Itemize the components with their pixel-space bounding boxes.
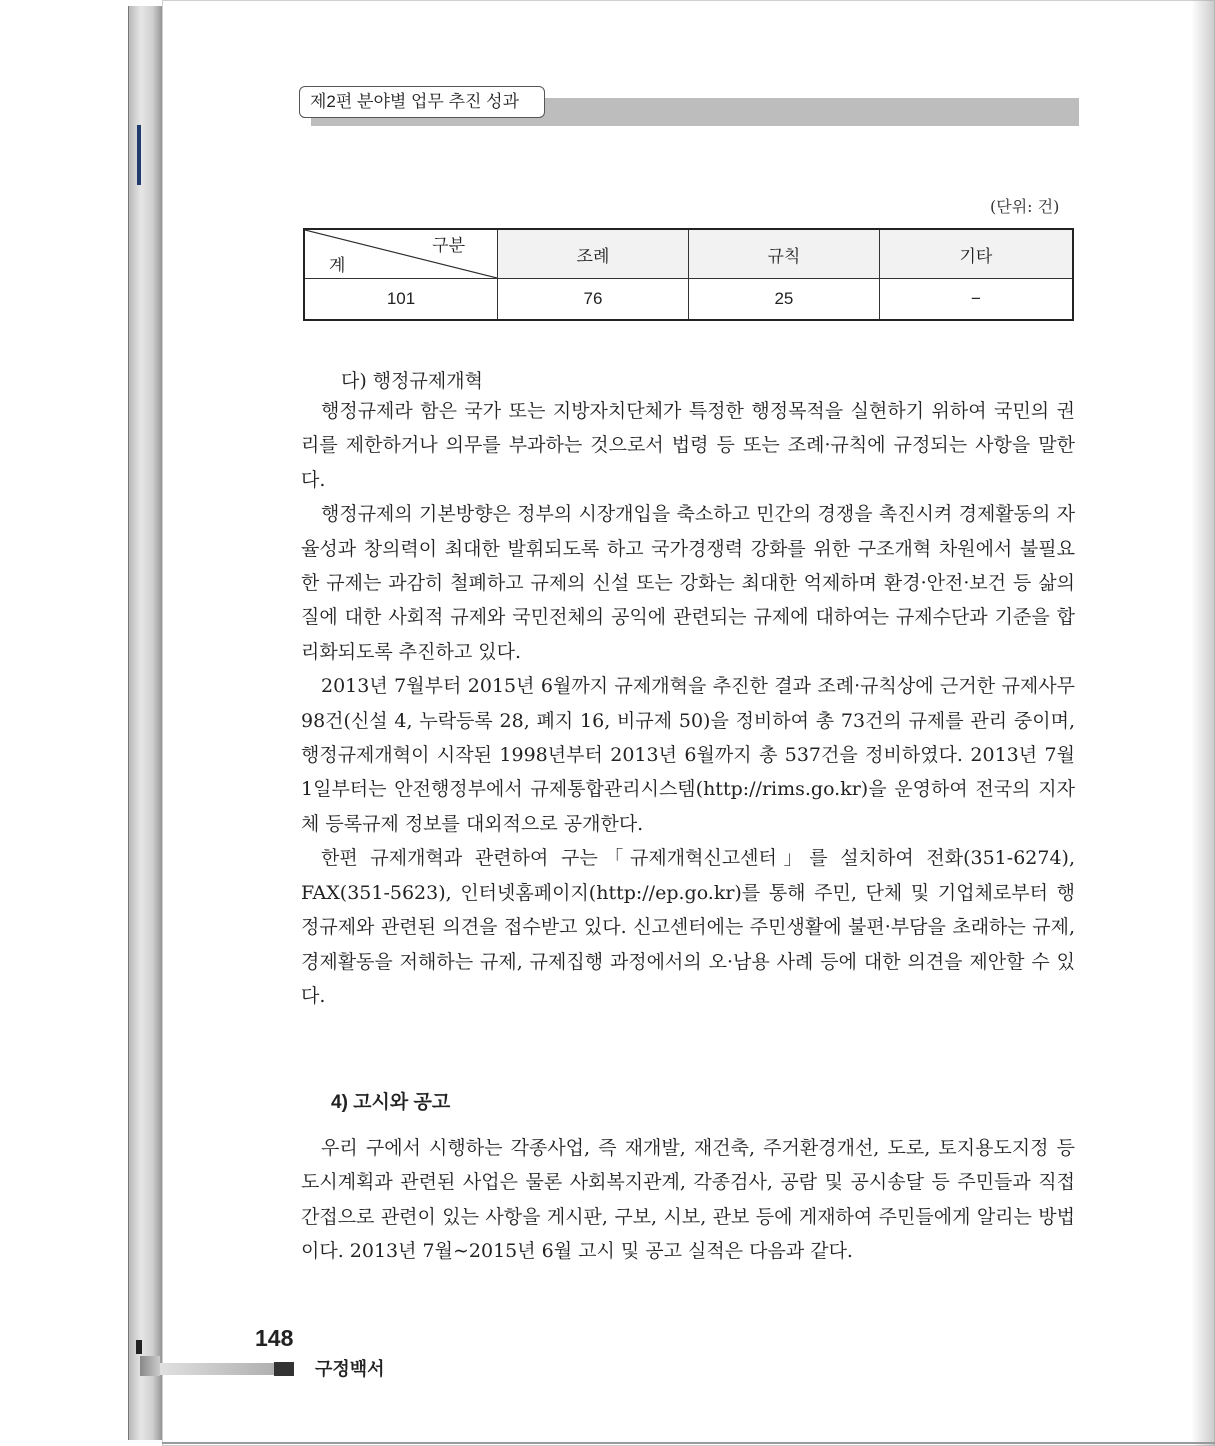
table-header-row — [304, 229, 1073, 279]
section-4-title: 4) 고시와 공고 — [331, 1092, 451, 1113]
diag-header-top: 구분 — [432, 236, 465, 255]
column-header: 규칙 — [688, 229, 879, 279]
page-bottom-edge — [162, 1442, 1215, 1444]
column-header: 기타 — [879, 229, 1073, 279]
chapter-tab: 제2편 분야별 업무 추진 성과 — [299, 86, 545, 118]
paragraph: 행정규제의 기본방향은 정부의 시장개입을 축소하고 민간의 경쟁을 촉진시켜 경제활동의 자율성과 창의력이 최대한 발휘되도록 하고 국가경쟁력 강화를 위한 구조개혁 차원에서 불필요한 규제는 과감히 철폐하고 규제의 신설 또는 강화는 최대한 억제하며 환경·안전·보건 등 삶의 질에 대한 사회적 규제와 국민전체의 공익에 관련되는 규제에 대하여는 규제수단과 기준을 합리화되도록 추진하고 있다. — [301, 503, 1075, 663]
paragraph: 우리 구에서 시행하는 각종사업, 즉 재개발, 재건축, 주거환경개선, 도로, 토지용도지정 등 도시계획과 관련된 사업은 물론 사회복지관계, 각종검사, 공람 및 공시송달 등 주민들과 직접 간접으로 관련이 있는 사항을 게시판, 구보, 시보, 관보 등에 게재하여 주민들에게 알리는 방법이다. 2013년 7월∼2015년 6월 고시 및 공고 실적은 다음과 같다. — [301, 1137, 1075, 1263]
unit-label: (단위: 건) — [990, 197, 1060, 216]
table-cell-total: 101 — [304, 279, 498, 321]
page-number: 148 — [255, 1325, 294, 1351]
paragraph: 행정규제라 함은 국가 또는 지방자치단체가 특정한 행정목적을 실현하기 위하여 국민의 권리를 제한하거나 의무를 부과하는 것으로서 법령 등 또는 조례·규칙에 규정되는 사항을 말한다. — [301, 400, 1075, 491]
section-da-heading: 다) 행정규제개혁 — [341, 370, 483, 392]
paragraph: 한편 규제개혁과 관련하여 구는「규제개혁신고센터」를 설치하여 전화(351-6274), FAX(351-5623), 인터넷홈페이지(http://ep.go.kr)를 통해 주민, 단체 및 기업체로부터 행정규제와 관련된 의견을 접수받고 있다. 신고센터에는 주민생활에 불편·부담을 초래하는 규제, 경제활동을 저해하는 규제, 규제집행 과정에서의 오·남용 사례 등에 대한 의견을 제안할 수 있다. — [301, 847, 1075, 1007]
stats-table — [303, 228, 1074, 321]
column-header: 조례 — [498, 229, 689, 279]
binding-mark — [140, 1356, 160, 1376]
table-cell: 25 — [688, 279, 879, 321]
table-cell: 76 — [498, 279, 689, 321]
footer-marker — [274, 1362, 294, 1376]
section-4-body — [301, 1131, 1075, 1269]
section-da-body — [301, 394, 1075, 1013]
table-row — [304, 279, 1073, 321]
diagonal-header-cell — [304, 229, 498, 279]
footer-bar — [160, 1363, 274, 1375]
binding-mark — [137, 125, 141, 185]
paragraph: 2013년 7월부터 2015년 6월까지 규제개혁을 추진한 결과 조례·규칙상에 근거한 규제사무 98건(신설 4, 누락등록 28, 폐지 16, 비규제 50)을 정비하여 총 73건의 규제를 관리 중이며, 행정규제개혁이 시작된 1998년부터 2013년 6월까지 총 537건을 정비하였다. 2013년 7월 1일부터는 안전행정부에서 규제통합관리시스템(http://rims.go.kr)을 운영하여 전국의 지자체 등록규제 정보를 대외적으로 공개한다. — [301, 675, 1075, 835]
book-binding — [128, 6, 163, 1440]
book-title: 구정백서 — [315, 1359, 385, 1379]
binding-mark — [136, 1340, 142, 1354]
diag-header-bottom: 계 — [329, 256, 346, 275]
table-cell: − — [879, 279, 1073, 321]
page-edge-shadow — [1191, 0, 1215, 1446]
